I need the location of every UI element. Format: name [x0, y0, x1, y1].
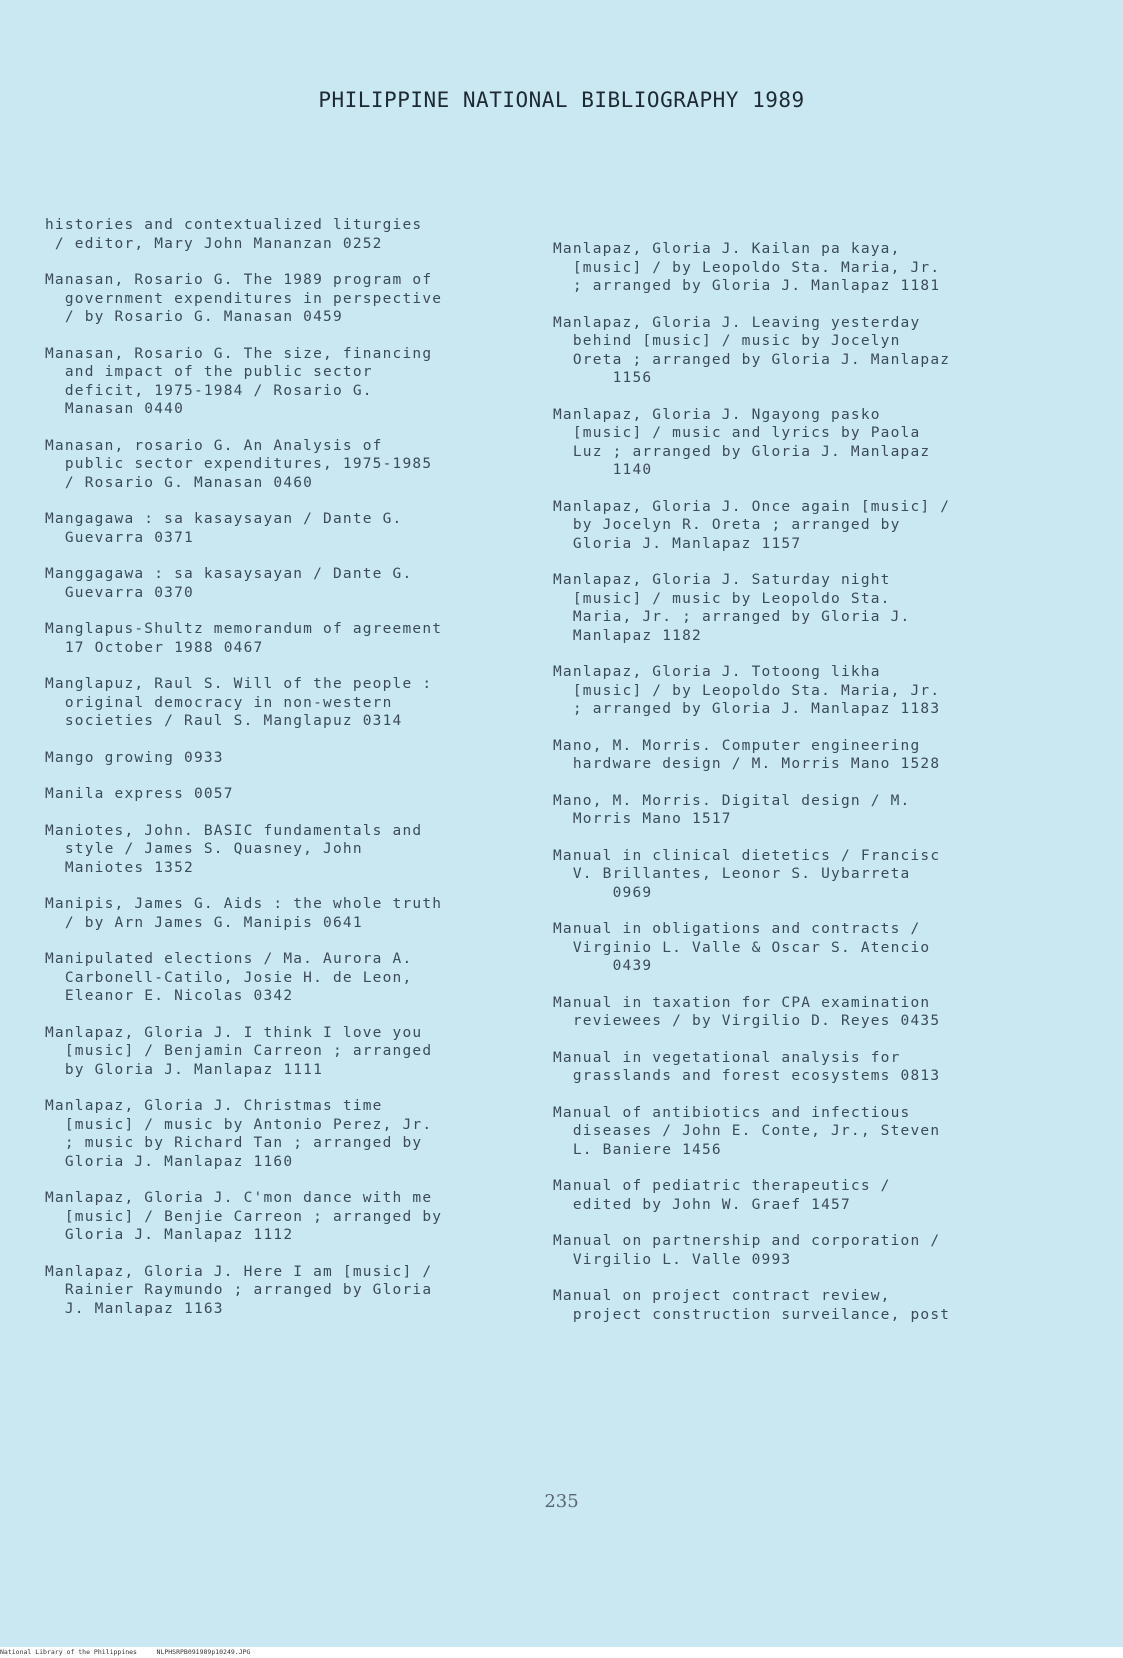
bibliography-entry: Manual of antibiotics and infectious diseases / John E. Conte, Jr., Steven L. Baniere 1456: [553, 1104, 941, 1158]
bibliography-entry: Manggagawa : sa kasaysayan / Dante G. Guevarra 0370: [45, 566, 413, 601]
bibliography-entry: Manual in vegetational analysis for grasslands and forest ecosystems 0813: [553, 1049, 941, 1084]
bibliography-entry: Manlapaz, Gloria J. Here I am [music] / Rainier Raymundo ; arranged by Gloria J. Manlapaz 1163: [45, 1263, 433, 1317]
bibliography-entry: Manlapaz, Gloria J. C'mon dance with me [music] / Benjie Carreon ; arranged by Gloria J. Manlapaz 1112: [45, 1190, 443, 1243]
scan-footer: National Library of the Philippines NLPHSRPB091989p10249.JPG: [0, 1647, 1123, 1658]
bibliography-entry: Manlapaz, Gloria J. I think I love you [music] / Benjamin Carreon ; arranged by Gloria J. Manlapaz 1111: [45, 1024, 433, 1078]
page-header: PHILIPPINE NATIONAL BIBLIOGRAPHY 1989: [318, 88, 805, 112]
bibliography-entry: Manlapaz, Gloria J. Once again [music] / by Jocelyn R. Oreta ; arranged by Gloria J. Manlapaz 1157: [553, 498, 951, 552]
bibliography-entry: Manipulated elections / Ma. Aurora A. Carbonell-Catilo, Josie H. de Leon, Eleanor E. Nicolas 0342: [45, 951, 413, 1004]
bibliography-entry: Mano, M. Morris. Digital design / M. Morris Mano 1517: [553, 792, 911, 827]
bibliography-entry: Manual in taxation for CPA examination reviewees / by Virgilio D. Reyes 0435: [553, 994, 941, 1029]
bibliography-entry: Mangagawa : sa kasaysayan / Dante G. Guevarra 0371: [45, 511, 403, 546]
bibliography-entry: Manlapaz, Gloria J. Saturday night [music] / music by Leopoldo Sta. Maria, Jr. ; arranged by Gloria J. Manlapaz 1182: [553, 572, 911, 644]
bibliography-entry: Manlapaz, Gloria J. Leaving yesterday behind [music] / music by Jocelyn Oreta ; arranged by Gloria J. Manlapaz 1156: [553, 314, 951, 386]
bibliography-entry: Mango growing 0933: [45, 749, 224, 766]
bibliography-entry: Manipis, James G. Aids : the whole truth / by Arn James G. Manipis 0641: [45, 896, 443, 931]
bibliography-entry: Manual on partnership and corporation / Virgilio L. Valle 0993: [553, 1233, 941, 1268]
bibliography-entry: Manlapaz, Gloria J. Totoong likha [music] / by Leopoldo Sta. Maria, Jr. ; arranged by Gloria J. Manlapaz 1183: [553, 664, 941, 717]
page-number: 235: [544, 1491, 579, 1512]
bibliography-entry: Manglapuz, Raul S. Will of the people : original democracy in non-western societies / Raul S. Manglapuz 0314: [45, 676, 433, 729]
bibliography-entry: Manasan, Rosario G. The size, financing and impact of the public sector deficit, 1975-1984 / Rosario G. Manasan 0440: [45, 345, 433, 417]
right-column: [553, 240, 1023, 1324]
bibliography-entry: Manlapaz, Gloria J. Kailan pa kaya, [music] / by Leopoldo Sta. Maria, Jr. ; arranged by Gloria J. Manlapaz 1181: [553, 241, 941, 294]
left-column: [45, 216, 515, 1318]
bibliography-entry: Manasan, rosario G. An Analysis of public sector expenditures, 1975-1985 / Rosario G. Manasan 0460: [45, 437, 433, 491]
bibliography-entry: histories and contextualized liturgies / editor, Mary John Mananzan 0252: [45, 217, 423, 252]
bibliography-entry: Manglapus-Shultz memorandum of agreement 17 October 1988 0467: [45, 621, 443, 656]
bibliography-entry: Manual on project contract review, project construction surveilance, post: [553, 1288, 951, 1323]
bibliography-entry: Manual in obligations and contracts / Virginio L. Valle & Oscar S. Atencio 0439: [553, 921, 931, 974]
bibliography-entry: Manlapaz, Gloria J. Christmas time [music] / music by Antonio Perez, Jr. ; music by Richard Tan ; arranged by Gloria J. Manlapaz 1160: [45, 1098, 433, 1170]
bibliography-entry: Mano, M. Morris. Computer engineering hardware design / M. Morris Mano 1528: [553, 737, 941, 772]
bibliography-entry: Manual in clinical dietetics / Francisc V. Brillantes, Leonor S. Uybarreta 0969: [553, 847, 941, 901]
bibliography-entry: Manual of pediatric therapeutics / edited by John W. Graef 1457: [553, 1178, 891, 1213]
bibliography-entry: Manila express 0057: [45, 786, 234, 802]
bibliography-entry: Manasan, Rosario G. The 1989 program of government expenditures in perspective / by Rosario G. Manasan 0459: [45, 272, 443, 325]
bibliography-entry: Maniotes, John. BASIC fundamentals and style / James S. Quasney, John Maniotes 1352: [45, 822, 423, 876]
bibliography-entry: Manlapaz, Gloria J. Ngayong pasko [music] / music and lyrics by Paola Luz ; arranged by Gloria J. Manlapaz 1140: [553, 406, 931, 478]
